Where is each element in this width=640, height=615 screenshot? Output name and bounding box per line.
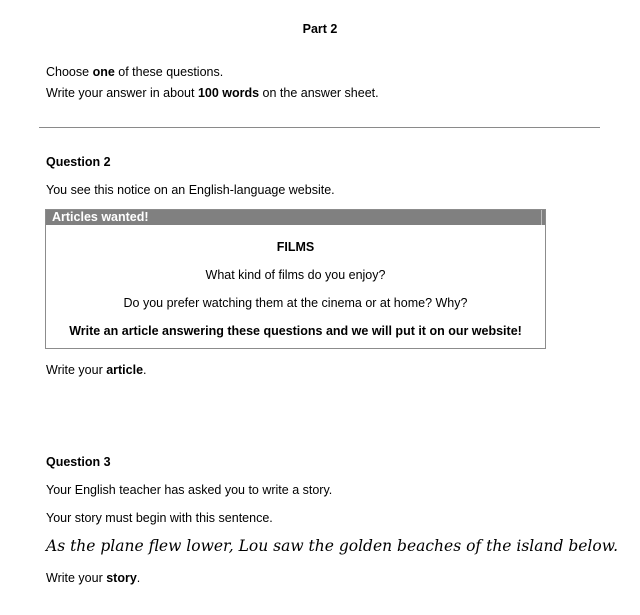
instruction-choose: [46, 65, 223, 79]
instruction-words-pre: Write your answer in about: [46, 86, 198, 100]
notice-question-2: Do you prefer watching them at the cinema or at home? Why?: [123, 296, 468, 310]
instruction-choose-bold: one: [92, 65, 115, 79]
question2-task: [46, 363, 147, 377]
story-opening-sentence: As the plane flew lower, Lou saw the golden beaches of the island below.: [46, 537, 619, 555]
part-title: Part 2: [302, 22, 338, 36]
question3-task-bold: story: [106, 571, 137, 585]
notice-heading: FILMS: [276, 240, 315, 254]
question3-intro: Your English teacher has asked you to write a story.: [46, 483, 333, 497]
section-divider: [39, 127, 600, 128]
notice-box: [45, 209, 546, 349]
question3-task-pre: Write your: [46, 571, 107, 585]
instruction-words-post: on the answer sheet.: [259, 86, 379, 100]
question2-task-bold: article: [106, 363, 144, 377]
instruction-choose-pre: Choose: [46, 65, 93, 79]
notice-question-1: What kind of films do you enjoy?: [205, 268, 386, 282]
notice-call-to-action: Write an article answering these questions and we will put it on our website!: [69, 324, 522, 338]
question3-heading: Question 3: [46, 455, 111, 469]
question2-intro: You see this notice on an English-language website.: [46, 183, 335, 197]
instruction-word-count: [46, 86, 379, 100]
question2-task-post: .: [143, 363, 147, 377]
question3-task-post: .: [136, 571, 141, 585]
question2-task-pre: Write your: [46, 363, 107, 377]
question2-heading: Question 2: [46, 155, 111, 169]
question3-task: [46, 571, 140, 585]
instruction-choose-post: of these questions.: [114, 65, 224, 79]
question3-instruction: Your story must begin with this sentence.: [46, 511, 273, 525]
instruction-words-bold: 100 words: [197, 86, 260, 100]
notice-title-bar: Articles wanted!: [46, 210, 545, 225]
